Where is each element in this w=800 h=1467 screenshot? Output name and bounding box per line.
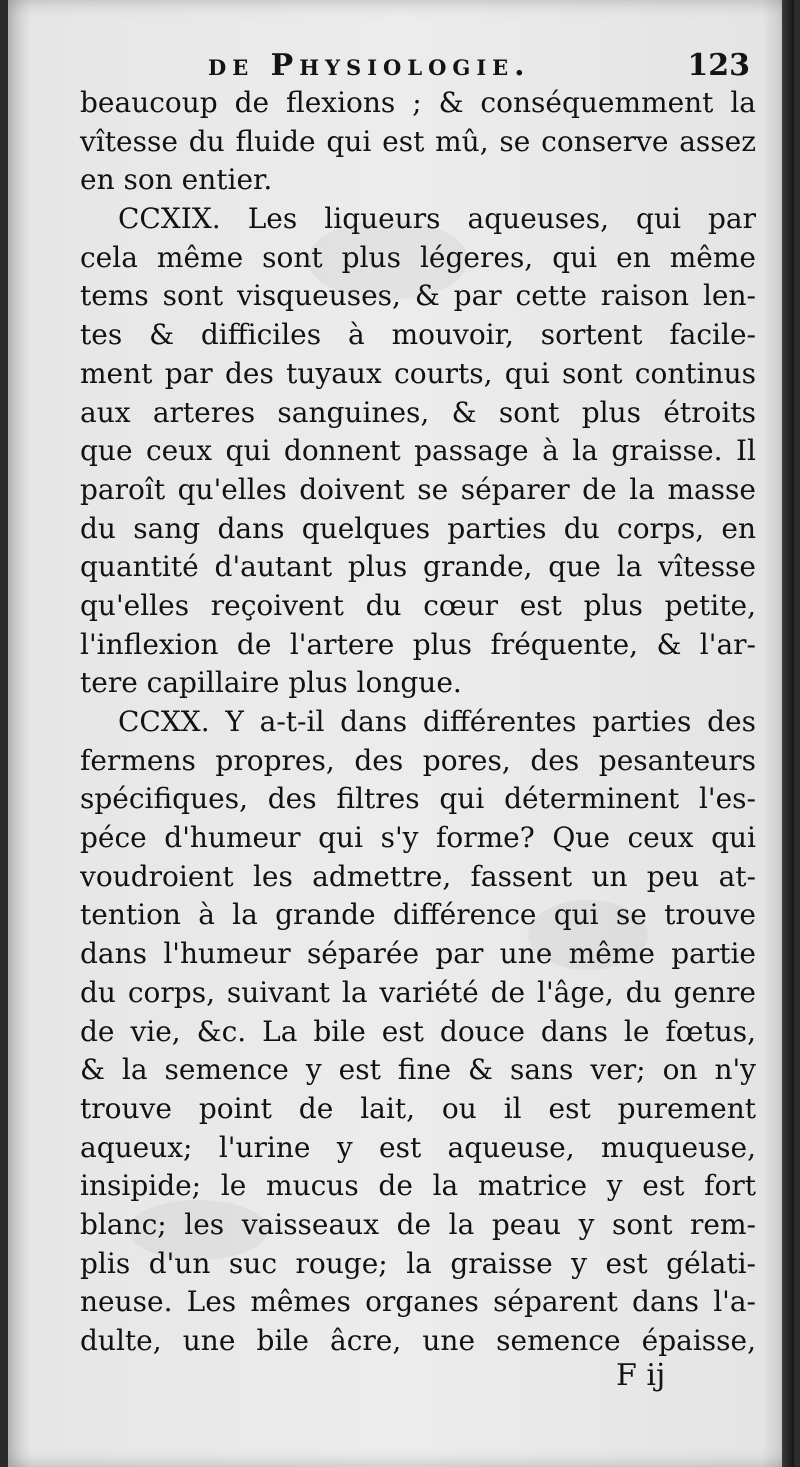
text-line: ment par des tuyaux courts, qui sont continus — [80, 356, 756, 390]
text-line: CCXIX. Les liqueurs aqueuses, qui par — [118, 202, 756, 236]
text-line: vîtesse du fluide qui est mû, se conserve assez — [80, 124, 756, 158]
text-line: trouve point de lait, ou il est purement — [80, 1091, 756, 1125]
page-number: 123 — [687, 48, 750, 83]
text-line: du sang dans quelques parties du corps, en — [80, 511, 756, 545]
running-head: de Physiologie. — [208, 48, 531, 83]
text-line: neuse. Les mêmes organes séparent dans l'a- — [80, 1285, 756, 1319]
text-line: & la semence y est fine & sans ver; on n'y — [80, 1053, 756, 1087]
text-line: fermens propres, des pores, des pesanteurs — [80, 743, 756, 777]
text-line: cela même sont plus légeres, qui en même — [80, 240, 756, 274]
text-line: spécifiques, des filtres qui déterminent l'es- — [80, 782, 756, 816]
text-line: tems sont visqueuses, & par cette raison len- — [80, 279, 756, 313]
text-line: tention à la grande différence qui se trouve — [80, 898, 756, 932]
body-text — [80, 84, 756, 1361]
book-page — [8, 0, 794, 1467]
text-line: tere capillaire plus longue. — [80, 666, 462, 700]
text-line: aqueux; l'urine y est aqueuse, muqueuse, — [80, 1130, 756, 1164]
text-line: en son entier. — [80, 163, 273, 197]
text-line: l'inflexion de l'artere plus fréquente, & l'ar- — [80, 627, 756, 661]
text-line: aux arteres sanguines, & sont plus étroits — [80, 395, 756, 429]
text-line: quantité d'autant plus grande, que la vîtesse — [80, 550, 756, 584]
text-line: dans l'humeur séparée par une même partie — [80, 937, 756, 971]
text-line: plis d'un suc rouge; la graisse y est gélati- — [80, 1246, 756, 1280]
text-line: blanc; les vaisseaux de la peau y sont rem- — [80, 1207, 756, 1241]
signature-mark: F ij — [616, 1358, 666, 1393]
text-line: de vie, &c. La bile est douce dans le fœtus, — [80, 1014, 756, 1048]
text-line: qu'elles reçoivent du cœur est plus petite, — [80, 588, 756, 622]
text-line: dulte, une bile âcre, une semence épaisse, — [80, 1324, 756, 1357]
text-line: paroît qu'elles doivent se séparer de la masse — [80, 472, 756, 506]
text-line: péce d'humeur qui s'y forme? Que ceux qui — [80, 821, 756, 855]
text-line: insipide; le mucus de la matrice y est fort — [80, 1169, 756, 1203]
page-edge-shadow — [782, 0, 794, 1467]
text-line: tes & difficiles à mouvoir, sortent facile- — [80, 318, 756, 352]
page-header — [8, 48, 794, 88]
text-line: CCXX. Y a-t-il dans différentes parties des — [118, 705, 756, 738]
text-line: que ceux qui donnent passage à la graisse. Il — [80, 434, 756, 468]
text-line: beaucoup de flexions ; & conséquemment la — [80, 86, 756, 119]
text-line: voudroient les admettre, fassent un peu at- — [80, 859, 756, 893]
text-line: du corps, suivant la variété de l'âge, du genre — [80, 975, 756, 1009]
